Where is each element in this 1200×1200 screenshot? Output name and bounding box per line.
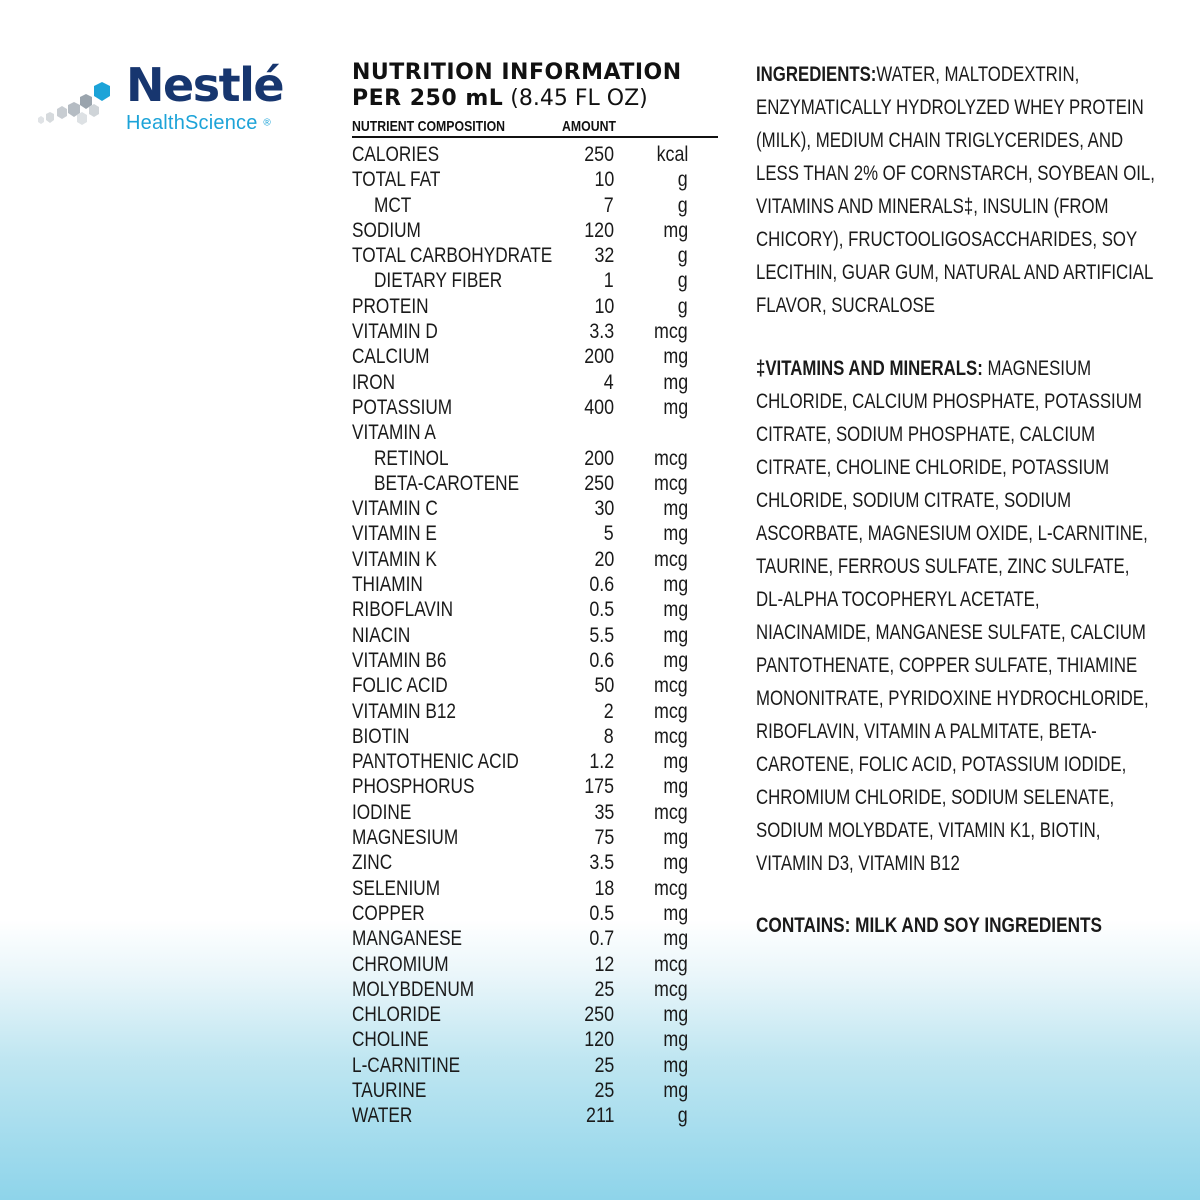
col-nutrient-header: NUTRIENT COMPOSITION	[352, 118, 506, 135]
nutrient-unit: mcg	[654, 876, 688, 900]
nutrient-row	[352, 294, 718, 319]
nutrient-row	[352, 774, 718, 799]
nestle-health-science-logo	[36, 60, 316, 150]
nutrient-name: SELENIUM	[352, 876, 441, 900]
nutrient-amount: 200	[584, 345, 614, 369]
hexagon-cluster-icon	[36, 70, 128, 140]
nutrient-name: MAGNESIUM	[352, 826, 459, 850]
nutrient-unit: mg	[663, 497, 688, 521]
nutrient-amount: 5	[604, 522, 614, 546]
nutrient-row	[352, 167, 718, 192]
nutrient-unit: mg	[663, 370, 688, 394]
nutrient-name: VITAMIN C	[352, 497, 438, 521]
nutrient-name: MANGANESE	[352, 927, 463, 951]
serving-size	[352, 86, 718, 112]
nutrient-row	[352, 952, 718, 977]
nutrient-unit: mcg	[654, 977, 688, 1001]
nutrient-row	[352, 370, 718, 395]
nutrient-amount: 2	[604, 699, 614, 723]
nutrient-name: DIETARY FIBER	[374, 269, 503, 293]
nutrient-row	[352, 218, 718, 243]
nutrient-name: FOLIC ACID	[352, 674, 448, 698]
nutrient-row	[352, 825, 718, 850]
nutrient-amount: 120	[584, 218, 614, 242]
brand-name: Nestlé	[126, 58, 284, 112]
nutrient-unit: mg	[663, 522, 688, 546]
nutrient-amount: 25	[594, 977, 614, 1001]
nutrient-amount: 4	[604, 370, 614, 394]
brand-subtitle: HealthScience ®	[126, 112, 271, 134]
nutrient-name: TAURINE	[352, 1078, 427, 1102]
nutrient-amount: 175	[584, 775, 614, 799]
nutrient-name: POTASSIUM	[352, 395, 453, 419]
nutrient-amount: 20	[594, 547, 614, 571]
nutrient-name: CALORIES	[352, 143, 440, 166]
nutrient-name: VITAMIN B12	[352, 699, 456, 723]
nutrient-row	[352, 243, 718, 268]
nutrient-name: CHLORIDE	[352, 1003, 441, 1027]
nutrient-row	[352, 648, 718, 673]
nutrient-name: TOTAL FAT	[352, 168, 441, 192]
nutrient-amount: 0.6	[589, 573, 614, 597]
nutrient-unit: mg	[663, 851, 688, 875]
nutrient-unit: mg	[663, 750, 688, 774]
nutrient-name: TOTAL CARBOHYDRATE	[352, 244, 553, 268]
nutrient-amount: 25	[594, 1078, 614, 1102]
nutrient-amount: 10	[594, 168, 614, 192]
ingredients-panel	[756, 58, 1156, 938]
logo-text	[126, 60, 283, 135]
registered-mark: ®	[263, 117, 271, 129]
nutrient-amount: 200	[584, 446, 614, 470]
nutrient-unit: mcg	[654, 952, 688, 976]
nutrient-name: L-CARNITINE	[352, 1053, 461, 1077]
nutrient-amount: 120	[584, 1028, 614, 1052]
nutrient-unit: mg	[663, 598, 688, 622]
nutrient-amount: 8	[604, 724, 614, 748]
nutrient-row	[352, 319, 718, 344]
nutrient-unit: mg	[663, 648, 688, 672]
allergen-statement: CONTAINS: MILK AND SOY INGREDIENTS	[756, 914, 1103, 937]
nutrient-name: NIACIN	[352, 623, 411, 647]
nutrient-row	[352, 749, 718, 774]
nutrient-amount: 3.5	[589, 851, 614, 875]
nutrient-unit: g	[678, 168, 688, 192]
nutrient-amount: 250	[584, 471, 614, 495]
nutrient-name: MOLYBDENUM	[352, 977, 475, 1001]
nutrient-unit: kcal	[656, 143, 688, 166]
nutrient-unit: mg	[663, 1028, 688, 1052]
nutrient-row	[352, 597, 718, 622]
nutrient-unit: mcg	[654, 446, 688, 470]
nutrition-title: NUTRITION INFORMATION	[352, 60, 682, 85]
nutrient-amount: 250	[584, 143, 614, 166]
nutrient-name: PROTEIN	[352, 294, 429, 318]
nutrient-row	[352, 977, 718, 1002]
nutrient-amount: 3.3	[589, 320, 614, 344]
nutrient-name: BETA-CAROTENE	[374, 471, 520, 495]
nutrient-unit: mg	[663, 927, 688, 951]
nutrient-unit: mg	[663, 395, 688, 419]
nutrient-name: CHOLINE	[352, 1028, 429, 1052]
nutrient-unit: mcg	[654, 724, 688, 748]
nutrient-row	[352, 193, 718, 218]
nutrient-amount: 0.6	[589, 648, 614, 672]
vitamins-minerals-text: MAGNESIUM CHLORIDE, CALCIUM PHOSPHATE, POTASSIUM CITRATE, SODIUM PHOSPHATE, CALCIUM CITRATE, CHOLINE CHLORIDE, POTASSIUM CHLORIDE, SODIUM CITRATE, SODIUM ASCORBATE, MAGNESIUM OXIDE, L-CARNITINE, TAURINE, FERROUS SULFATE, ZINC SULFATE, DL-ALPHA TOCOPHERYL ACETATE, NIACINAMIDE, MANGANESE SULFATE, CALCIUM PANTOTHENATE, COPPER SULFATE, THIAMINE MONONITRATE, PYRIDOXINE HYDROCHLORIDE, RIBOFLAVIN, VITAMIN A PALMITATE, BETA-CAROTENE, FOLIC ACID, POTASSIUM IODIDE, CHROMIUM CHLORIDE, SODIUM SELENATE, SODIUM MOLYBDATE, VITAMIN K1, BIOTIN, VITAMIN D3, VITAMIN B12	[756, 357, 1149, 875]
nutrient-row	[352, 876, 718, 901]
nutrient-row	[352, 1103, 718, 1128]
nutrient-row	[352, 901, 718, 926]
nutrition-panel	[352, 60, 718, 1129]
nutrient-name: RETINOL	[374, 446, 449, 470]
nutrient-name: SODIUM	[352, 218, 421, 242]
nutrient-unit: mg	[663, 573, 688, 597]
nutrient-unit: mg	[663, 775, 688, 799]
nutrient-amount: 12	[594, 952, 614, 976]
nutrient-row	[352, 673, 718, 698]
nutrient-name: VITAMIN B6	[352, 648, 447, 672]
serving-imperial: (8.45 FL OZ)	[510, 86, 648, 111]
nutrient-unit: mcg	[654, 547, 688, 571]
nutrient-unit: g	[678, 193, 688, 217]
nutrient-unit: mg	[663, 218, 688, 242]
ingredients-text: WATER, MALTODEXTRIN, ENZYMATICALLY HYDROLYZED WHEY PROTEIN (MILK), MEDIUM CHAIN TRIGLYCERIDES, AND LESS THAN 2% OF CORNSTARCH, SOYBEAN OIL, VITAMINS AND MINERALS‡, INSULIN (FROM CHICORY), FRUCTOOLIGOSACCHARIDES, SOY LECITHIN, GUAR GUM, NATURAL AND ARTIFICIAL FLAVOR, SUCRALOSE	[756, 63, 1155, 317]
nutrient-unit: mg	[663, 1003, 688, 1027]
nutrient-name: ZINC	[352, 851, 393, 875]
nutrient-name: VITAMIN A	[352, 421, 436, 445]
nutrient-row	[352, 547, 718, 572]
nutrient-row	[352, 699, 718, 724]
nutrient-unit: g	[678, 244, 688, 268]
nutrient-amount: 1	[604, 269, 614, 293]
nutrient-unit: mcg	[654, 800, 688, 824]
nutrient-name: PANTOTHENIC ACID	[352, 750, 519, 774]
nutrient-table	[352, 142, 718, 1129]
nutrient-unit: g	[678, 1104, 688, 1128]
nutrient-amount: 25	[594, 1053, 614, 1077]
nutrient-name: COPPER	[352, 901, 425, 925]
nutrient-row	[352, 521, 718, 546]
nutrient-amount: 250	[584, 1003, 614, 1027]
nutrient-unit: mg	[663, 901, 688, 925]
nutrient-amount: 30	[594, 497, 614, 521]
nutrient-name: PHOSPHORUS	[352, 775, 475, 799]
ingredients-label: INGREDIENTS:	[756, 63, 877, 86]
nutrient-amount: 50	[594, 674, 614, 698]
nutrient-row	[352, 420, 718, 445]
nutrient-row	[352, 724, 718, 749]
nutrient-name: CHROMIUM	[352, 952, 449, 976]
nutrient-row	[352, 800, 718, 825]
serving-metric: PER 250 mL	[352, 86, 504, 111]
nutrient-name: WATER	[352, 1104, 413, 1128]
nutrient-row	[352, 496, 718, 521]
nutrient-name: THIAMIN	[352, 573, 423, 597]
nutrient-amount: 35	[594, 800, 614, 824]
ingredients-paragraph	[756, 58, 1156, 322]
nutrient-amount: 400	[584, 395, 614, 419]
nutrient-amount: 32	[594, 244, 614, 268]
nutrient-row	[352, 572, 718, 597]
nutrient-row	[352, 1027, 718, 1052]
nutrient-unit: mg	[663, 623, 688, 647]
nutrient-amount: 5.5	[589, 623, 614, 647]
nutrient-row	[352, 1053, 718, 1078]
nutrient-row	[352, 268, 718, 293]
nutrient-unit: mg	[663, 1053, 688, 1077]
nutrient-row	[352, 1002, 718, 1027]
nutrient-amount: 1.2	[589, 750, 614, 774]
nutrient-name: BIOTIN	[352, 724, 410, 748]
nutrient-unit: g	[678, 294, 688, 318]
nutrient-row	[352, 446, 718, 471]
nutrient-row	[352, 395, 718, 420]
nutrient-unit: g	[678, 269, 688, 293]
nutrient-amount: 0.7	[589, 927, 614, 951]
nutrient-row	[352, 623, 718, 648]
nutrient-name: MCT	[374, 193, 412, 217]
nutrient-unit: mg	[663, 1078, 688, 1102]
nutrient-amount: 18	[594, 876, 614, 900]
nutrient-amount: 0.5	[589, 598, 614, 622]
nutrient-name: VITAMIN E	[352, 522, 437, 546]
nutrient-unit: mcg	[654, 320, 688, 344]
nutrient-name: IRON	[352, 370, 396, 394]
nutrient-row	[352, 1078, 718, 1103]
nutrient-name: CALCIUM	[352, 345, 430, 369]
nutrient-name: RIBOFLAVIN	[352, 598, 454, 622]
nutrient-unit: mcg	[654, 674, 688, 698]
nutrient-unit: mg	[663, 826, 688, 850]
nutrient-row	[352, 471, 718, 496]
nutrient-amount: 75	[594, 826, 614, 850]
nutrient-row	[352, 344, 718, 369]
nutrient-table-header	[352, 116, 718, 138]
vitamins-minerals-paragraph	[756, 352, 1156, 880]
nutrient-name: VITAMIN K	[352, 547, 437, 571]
nutrient-name: VITAMIN D	[352, 320, 438, 344]
nutrient-amount: 10	[594, 294, 614, 318]
nutrient-name: IODINE	[352, 800, 412, 824]
nutrient-unit: mcg	[654, 471, 688, 495]
col-amount-header: AMOUNT	[562, 118, 616, 135]
vitamins-minerals-label: ‡VITAMINS AND MINERALS:	[756, 357, 983, 380]
nutrient-amount: 0.5	[589, 901, 614, 925]
nutrient-row	[352, 142, 718, 167]
nutrient-amount: 7	[604, 193, 614, 217]
nutrient-unit: mcg	[654, 699, 688, 723]
nutrient-row	[352, 850, 718, 875]
nutrient-unit: mg	[663, 345, 688, 369]
nutrient-amount: 211	[585, 1104, 614, 1128]
nutrient-row	[352, 926, 718, 951]
